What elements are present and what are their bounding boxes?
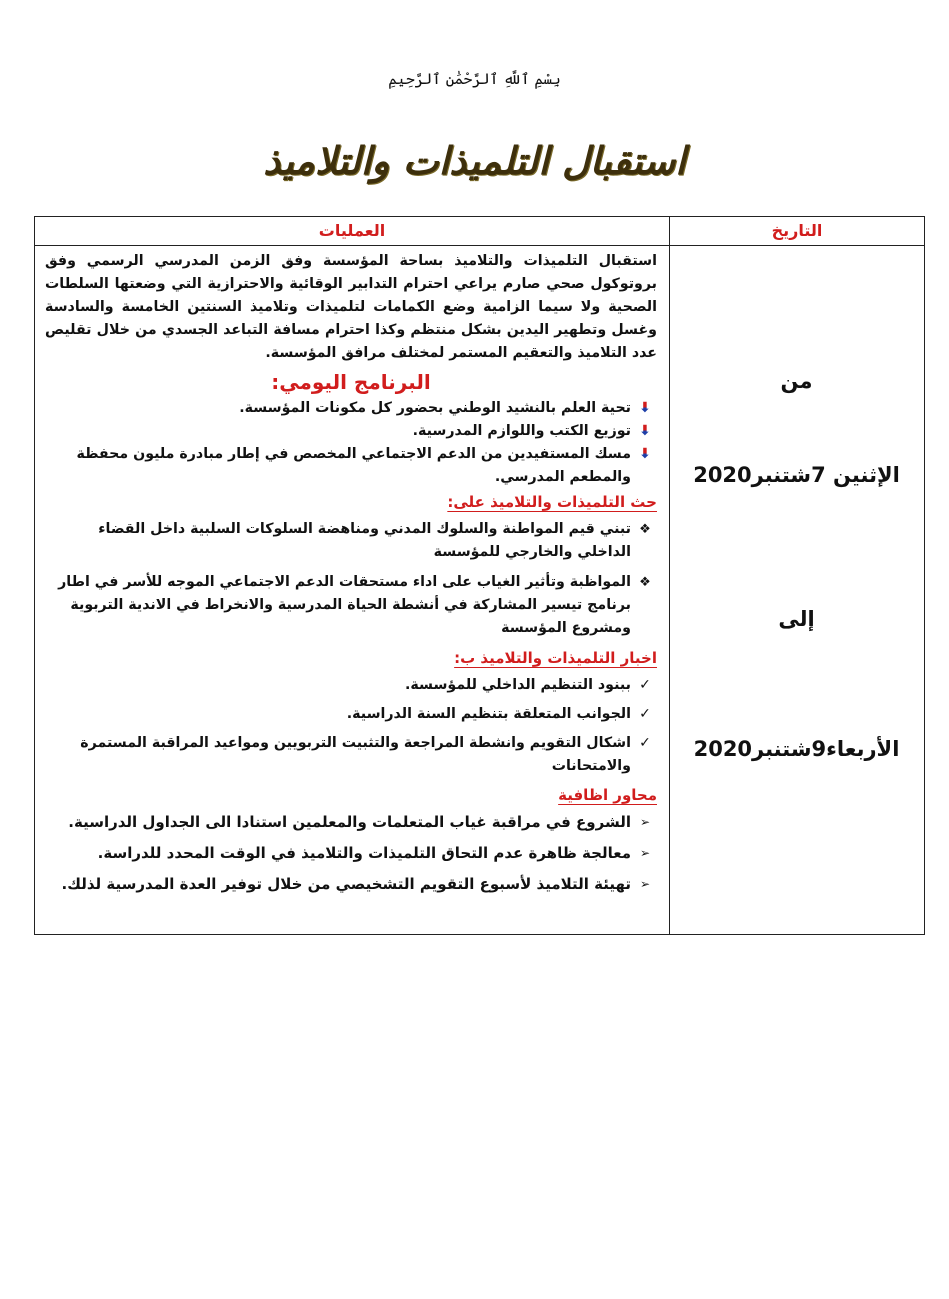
list-item: ➢ معالجة ظاهرة عدم التحاق التلميذات والتلاميذ في الوقت المحدد للدراسة. xyxy=(45,842,657,865)
extra-section-title: محاور اظافية xyxy=(558,786,657,804)
encourage-section-title: حث التلميذات والتلاميذ على: xyxy=(447,493,657,511)
check-icon: ✓ xyxy=(639,677,651,693)
operations-column xyxy=(35,217,669,934)
list-item: ⬇ مسك المستفيدين من الدعم الاجتماعي المخصص في إطار مبادرة مليون محفظة والمطعم المدرسي. xyxy=(45,443,657,489)
extra-list xyxy=(45,811,657,896)
check-icon: ✓ xyxy=(639,735,651,751)
daily-program-title: البرنامج اليومي: xyxy=(271,370,431,394)
date-to-label: إلى xyxy=(778,607,815,631)
arrow-bullet-icon: ⬇ xyxy=(635,420,655,443)
list-item: ✓ اشكال التقويم وانشطة المراجعة والتثبيت التربويين ومواعيد المراقبة المستمرة والامتحانات xyxy=(45,732,657,778)
list-item: ✓ ببنود التنظيم الداخلي للمؤسسة. xyxy=(45,674,657,697)
encourage-list xyxy=(45,518,657,640)
arrow-bullet-icon: ⬇ xyxy=(635,397,655,420)
diamond-bullet-icon: ❖ xyxy=(639,575,651,590)
list-item: ✓ الجوانب المتعلقة بتنظيم السنة الدراسية. xyxy=(45,703,657,726)
diamond-bullet-icon: ❖ xyxy=(639,522,651,537)
operations-body xyxy=(35,246,669,896)
arrow-bullet-icon: ⬇ xyxy=(635,443,655,466)
list-item: ❖ المواظبة وتأثير الغياب على اداء مستحقات الدعم الاجتماعي الموجه للأسر في اطار برنامج تيسير المشاركة في أنشطة الحياة المدرسية والانخراط في الاندية التربوية ومشروع المؤسسة xyxy=(45,571,657,640)
basmala: بِسْمِ ٱللَّهِ ٱلرَّحْمَٰنِ ٱلرَّحِيمِ xyxy=(388,70,561,88)
check-icon: ✓ xyxy=(639,706,651,722)
date-from-label: من xyxy=(780,369,813,393)
inform-section-title: اخبار التلميذات والتلاميذ ب: xyxy=(454,649,657,667)
date-from: الإثنين 7شتنبر2020 xyxy=(693,463,900,487)
list-item: ❖ تبني قيم المواطنة والسلوك المدني ومناهضة السلوكات السلبية داخل القضاء الداخلي والخارجي للمؤسسة xyxy=(45,518,657,564)
arrowhead-bullet-icon: ➢ xyxy=(639,846,651,860)
date-to: الأربعاء9شتنبر2020 xyxy=(693,737,900,761)
inform-list xyxy=(45,674,657,778)
date-column-header: التاريخ xyxy=(670,217,924,246)
list-item: ➢ تهيئة التلاميذ لأسبوع التقويم التشخيصي من خلال توفير العدة المدرسية لذلك. xyxy=(45,873,657,896)
schedule-table xyxy=(34,216,925,935)
operations-column-header: العمليات xyxy=(35,217,669,246)
page-title: استقبال التلميذات والتلاميذ xyxy=(263,138,686,183)
arrowhead-bullet-icon: ➢ xyxy=(639,815,651,829)
intro-paragraph: استقبال التلميذات والتلاميذ بساحة المؤسسة وفق الزمن المدرسي الرسمي وفق بروتوكول صحي صارم يراعي احترام التدابير الوقائية والاحترازية التي وضعتها السلطات الصحية ولا سيما الزامية وضع الكمامات لتلميذات وتلاميذ السنتين الخامسة والسادسة وغسل وتطهير اليدين بشكل منتظم وكذا احترام مسافة التباعد الجسدي من خلال تقليص عدد التلاميذ والتعقيم المستمر لمختلف مرافق المؤسسة. xyxy=(45,253,657,361)
date-column xyxy=(669,217,924,934)
list-item: ➢ الشروع في مراقبة غياب المتعلمات والمعلمين استنادا الى الجداول الدراسية. xyxy=(45,811,657,834)
arrowhead-bullet-icon: ➢ xyxy=(639,877,651,891)
list-item: ⬇ تحية العلم بالنشيد الوطني بحضور كل مكونات المؤسسة. xyxy=(45,397,657,420)
list-item: ⬇ توزيع الكتب واللوازم المدرسية. xyxy=(45,420,657,443)
daily-program-list xyxy=(45,397,657,489)
